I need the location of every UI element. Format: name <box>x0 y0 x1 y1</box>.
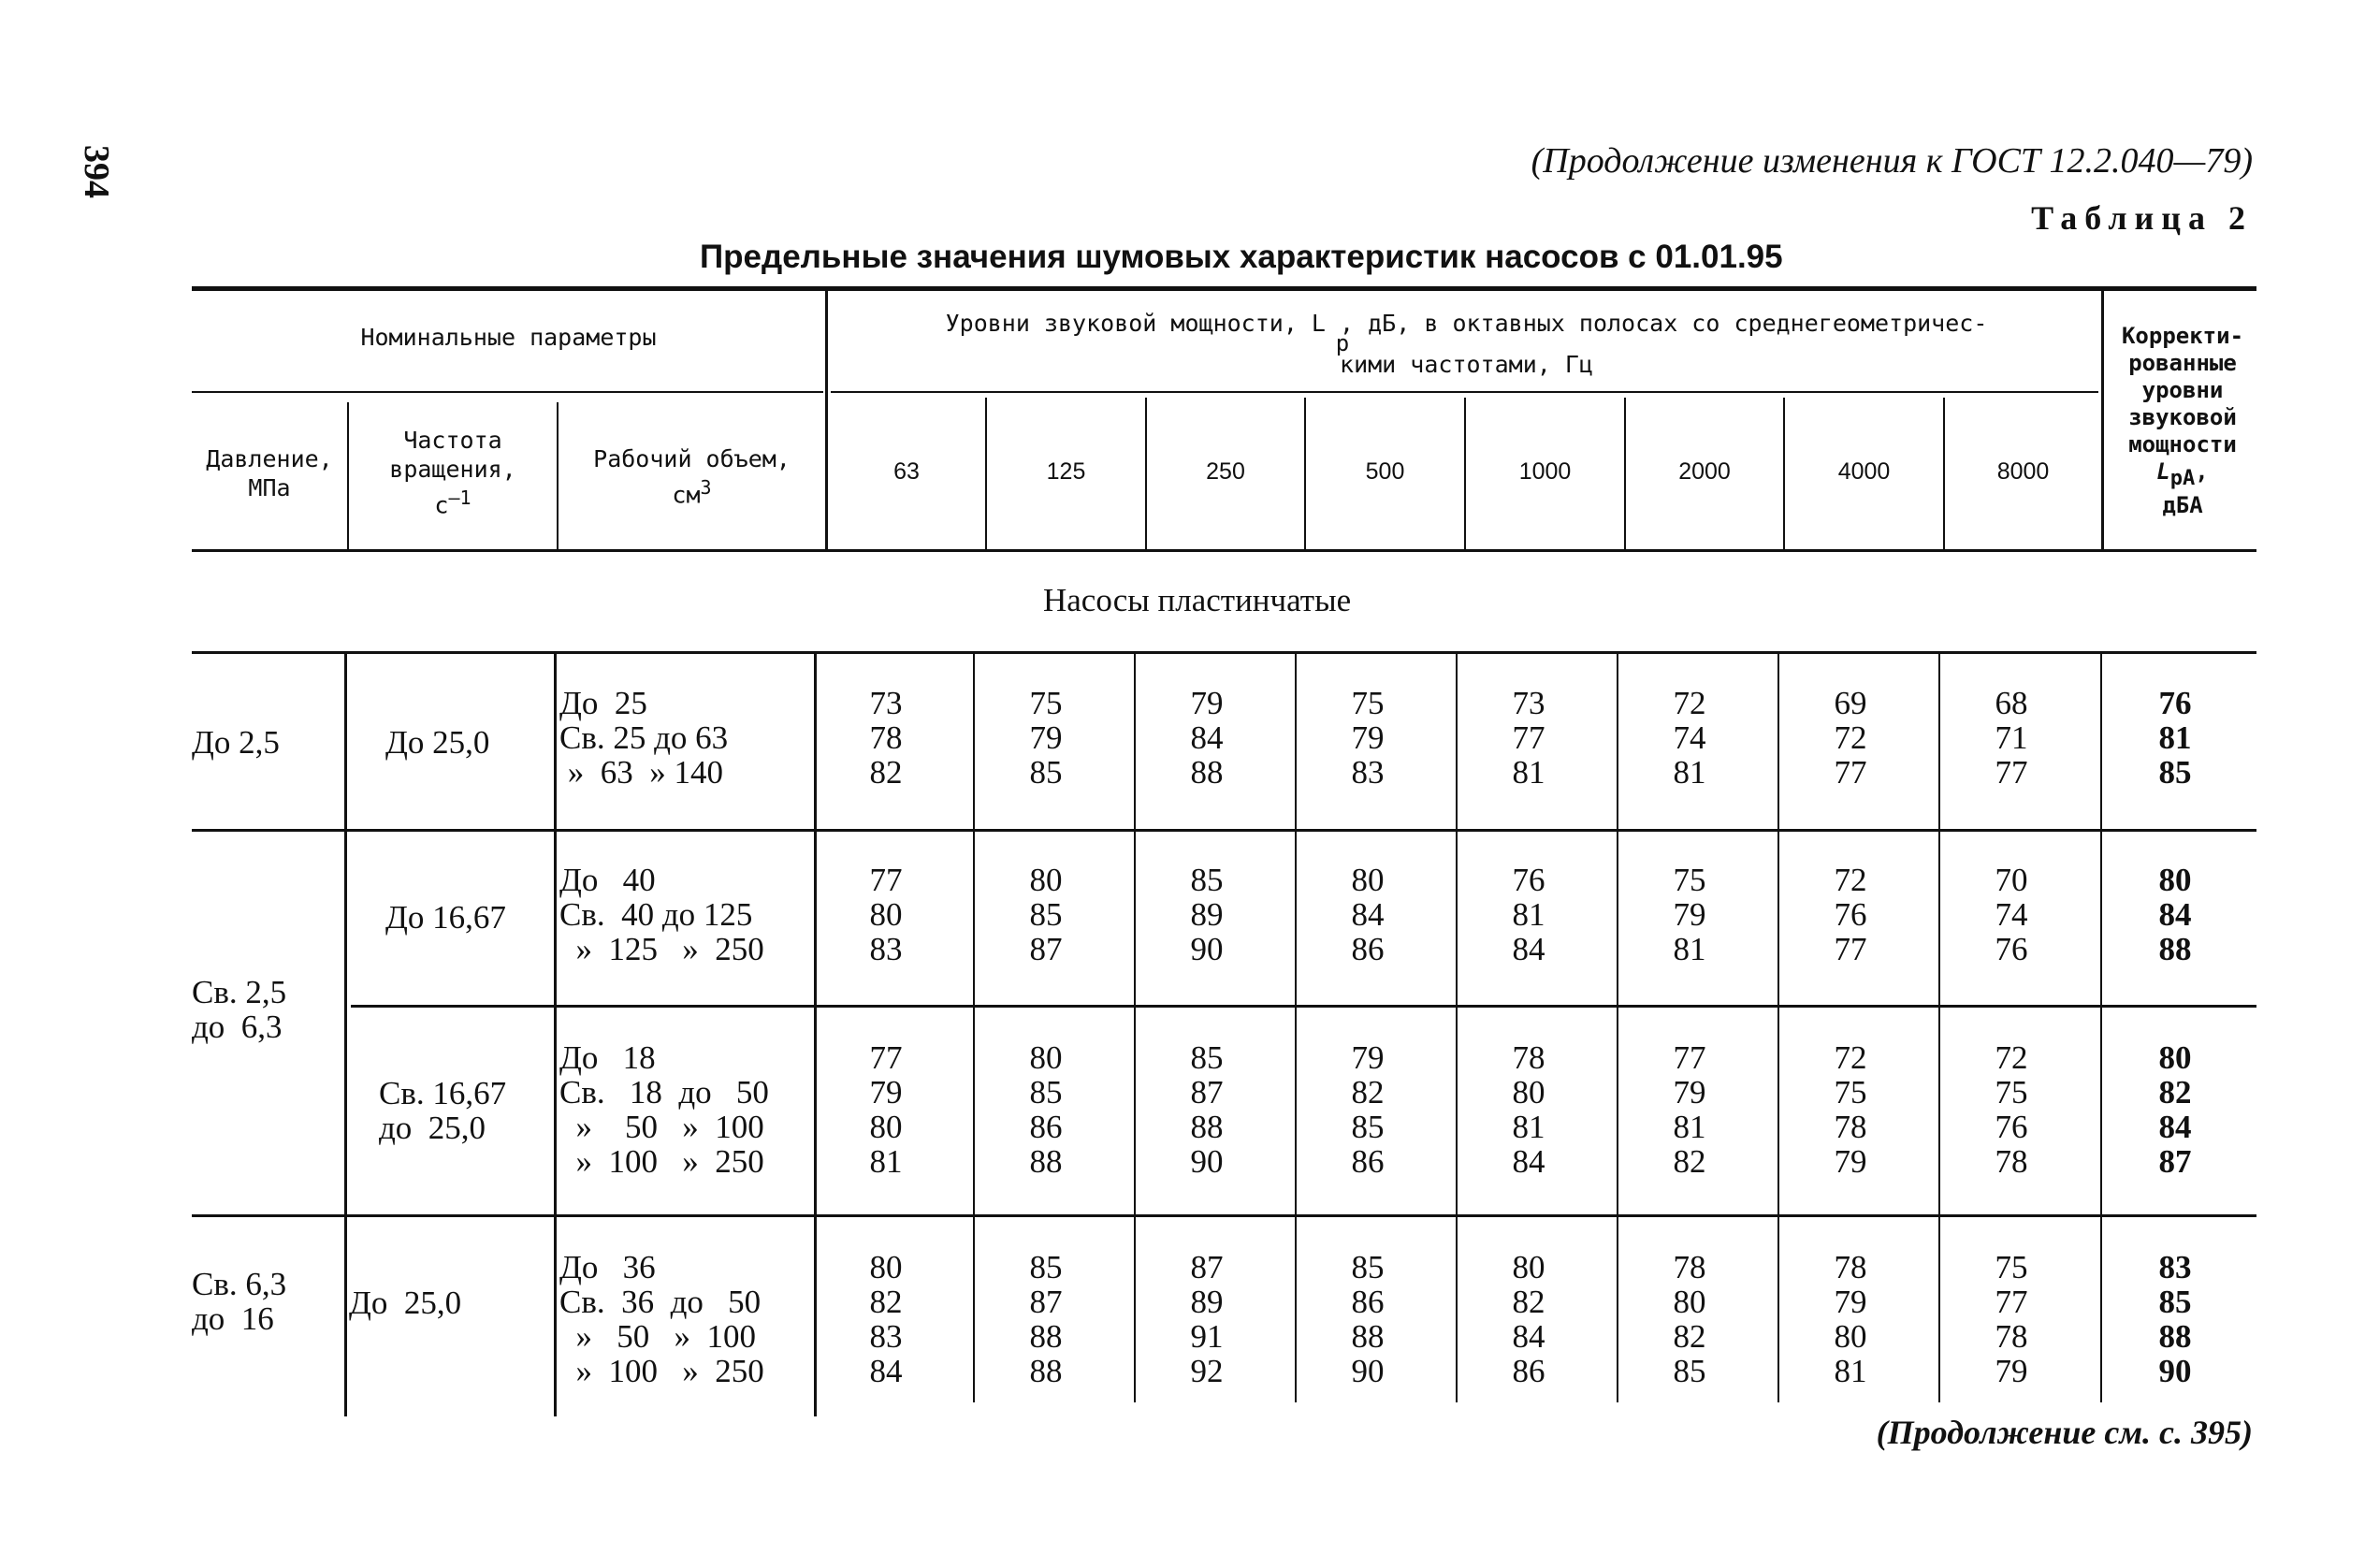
row4-frequency: До 25,0 <box>349 1285 462 1321</box>
row1-volume: До 25 Св. 25 до 63 » 63 » 140 <box>559 685 729 791</box>
row2-band-2000: 75 79 81 <box>1673 862 1706 967</box>
row2-volume: До 40 Св. 40 до 125 » 125 » 250 <box>559 862 764 967</box>
body-vrule-band-250 <box>1134 654 1136 1402</box>
row1-band-250: 79 84 88 <box>1190 685 1224 791</box>
table-top-rule <box>192 286 2256 291</box>
row3-band-250: 85 87 88 90 <box>1190 1039 1224 1180</box>
continuation-note-bottom: (Продолжение см. с. 395) <box>1876 1414 2253 1451</box>
band-header-8000: 8000 <box>1996 458 2050 485</box>
row3-bottom-rule <box>192 1214 2256 1217</box>
row4-band-8000: 75 77 78 79 <box>1995 1249 2028 1389</box>
row2-frequency: До 16,67 <box>385 899 506 936</box>
row2-band-63: 77 80 83 <box>869 862 903 967</box>
row3-volume: До 18 Св. 18 до 50 » 50 » 100 » 100 » 250 <box>559 1039 769 1180</box>
row2-band-125: 80 85 87 <box>1029 862 1063 967</box>
row2-band-1000: 76 81 84 <box>1512 862 1545 967</box>
row3-band-4000: 72 75 78 79 <box>1834 1039 1867 1180</box>
band-header-500: 500 <box>1365 458 1405 485</box>
band-header-63: 63 <box>893 458 920 485</box>
row3-band-8000: 72 75 76 78 <box>1995 1039 2028 1180</box>
row2-bottom-rule <box>351 1005 2256 1008</box>
row1-corrected: 76 81 85 <box>2158 685 2192 791</box>
body-vrule-volume <box>814 654 817 1416</box>
row1-frequency: До 25,0 <box>385 724 490 761</box>
row3-band-2000: 77 79 81 82 <box>1673 1039 1706 1180</box>
row1-band-63: 73 78 82 <box>869 685 903 791</box>
row23-pressure: Св. 2,5 до 6,3 <box>192 974 287 1045</box>
row1-band-8000: 68 71 77 <box>1995 685 2028 791</box>
row4-band-1000: 80 82 84 86 <box>1512 1249 1545 1389</box>
row3-band-500: 79 82 85 86 <box>1351 1039 1385 1180</box>
row3-band-125: 80 85 86 88 <box>1029 1039 1063 1180</box>
row4-band-125: 85 87 88 88 <box>1029 1249 1063 1389</box>
band-header-4000: 4000 <box>1837 458 1891 485</box>
band-header-250: 250 <box>1206 458 1245 485</box>
table-label: Таблица 2 <box>2031 199 2253 237</box>
body-vrule-band-1000 <box>1456 654 1458 1402</box>
section-title: Насосы пластинчатые <box>1043 582 1352 618</box>
row1-pressure: До 2,5 <box>192 724 280 761</box>
row4-volume: До 36 Св. 36 до 50 » 50 » 100 » 100 » 250 <box>559 1249 764 1389</box>
band-header-1000: 1000 <box>1518 458 1572 485</box>
row4-band-500: 85 86 88 90 <box>1351 1249 1385 1389</box>
body-vrule-corrected <box>2100 654 2102 1402</box>
header-sound-power-line1: Уровни звуковой мощности, L , дБ, в октавных полосах со среднегеометричес- <box>945 310 1988 337</box>
header-bottom-rule <box>192 549 2256 552</box>
row1-band-125: 75 79 85 <box>1029 685 1063 791</box>
body-vrule-band-125 <box>973 654 975 1402</box>
header-rotation-frequency: Частота вращения, $с^{—1}$ <box>389 427 516 519</box>
header-split-rule-left <box>192 391 823 393</box>
body-vrule-band-4000 <box>1777 654 1779 1402</box>
row1-band-500: 75 79 83 <box>1351 685 1385 791</box>
header-sound-power-subscript: p <box>1335 330 1350 356</box>
row4-band-2000: 78 80 82 85 <box>1673 1249 1706 1389</box>
body-vrule-pressure <box>344 654 347 1416</box>
body-top-rule <box>192 651 2256 654</box>
body-vrule-band-2000 <box>1617 654 1618 1402</box>
row1-bottom-rule <box>192 829 2256 832</box>
row1-band-4000: 69 72 77 <box>1834 685 1867 791</box>
row4-pressure: Св. 6,3 до 16 <box>192 1266 287 1337</box>
body-vrule-freq <box>554 654 557 1416</box>
row2-band-250: 85 89 90 <box>1190 862 1224 967</box>
row2-band-4000: 72 76 77 <box>1834 862 1867 967</box>
header-corrected-levels: Корректи- рованные уровни звуковой мощности $L_{pA}$, дБА <box>2121 323 2244 518</box>
header-nominal-params: Номинальные параметры <box>360 324 657 351</box>
row3-corrected: 80 82 84 87 <box>2158 1039 2192 1180</box>
header-sound-power-line2: кими частотами, Гц <box>1340 351 1593 378</box>
row2-band-8000: 70 74 76 <box>1995 862 2028 967</box>
row3-band-63: 77 79 80 81 <box>869 1039 903 1180</box>
header-pressure: Давление, МПа <box>206 445 333 501</box>
header-split-rule-right <box>831 391 2098 393</box>
row4-corrected: 83 85 88 90 <box>2158 1249 2192 1389</box>
band-header-125: 125 <box>1046 458 1086 485</box>
header-vrule-params <box>825 291 828 549</box>
row2-band-500: 80 84 86 <box>1351 862 1385 967</box>
row1-band-2000: 72 74 81 <box>1673 685 1706 791</box>
row1-band-1000: 73 77 81 <box>1512 685 1545 791</box>
body-vrule-band-8000 <box>1938 654 1940 1402</box>
page-number: 394 <box>77 145 116 198</box>
continuation-note-top: (Продолжение изменения к ГОСТ 12.2.040—79) <box>1531 141 2253 181</box>
row2-corrected: 80 84 88 <box>2158 862 2192 967</box>
row4-band-63: 80 82 83 84 <box>869 1249 903 1389</box>
row4-band-250: 87 89 91 92 <box>1190 1249 1224 1389</box>
band-header-2000: 2000 <box>1678 458 1731 485</box>
row3-frequency: Св. 16,67 до 25,0 <box>379 1075 507 1146</box>
body-vrule-band-500 <box>1295 654 1297 1402</box>
row4-band-4000: 78 79 80 81 <box>1834 1249 1867 1389</box>
row3-band-1000: 78 80 81 84 <box>1512 1039 1545 1180</box>
header-working-volume: Рабочий объем, $см^3$ <box>593 445 791 509</box>
table-title: Предельные значения шумовых характеристик насосов с 01.01.95 <box>700 239 1783 275</box>
